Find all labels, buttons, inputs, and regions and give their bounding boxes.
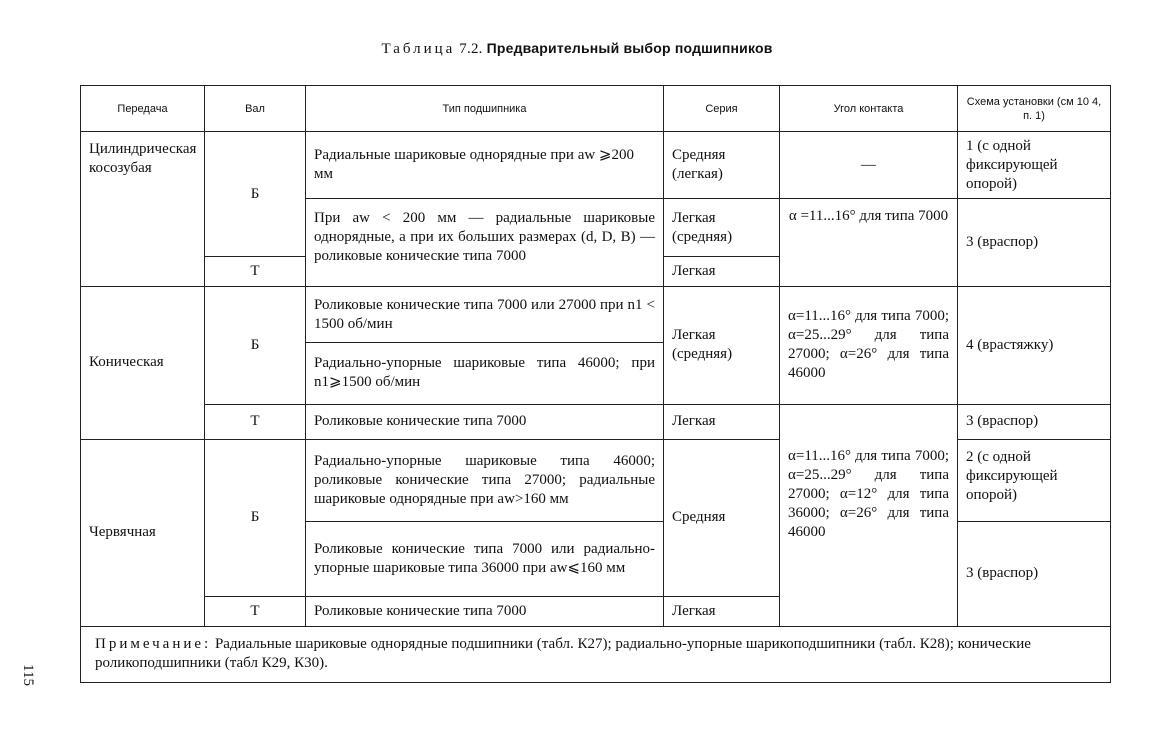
transmission-conical: Коническая [81, 287, 205, 439]
table-note [81, 626, 1111, 682]
bearing-selection-table [80, 85, 1111, 683]
series-cell: Легкая [664, 596, 780, 626]
header-installation-scheme: Схема установки (см 10 4, п. 1) [958, 86, 1111, 132]
series-cell: Легкая (средняя) [664, 199, 780, 257]
note-label: Примечание: [95, 636, 212, 653]
transmission-cylindrical: Цилиндрическая косозубая [81, 132, 205, 287]
series-cell: Средняя [664, 439, 780, 596]
caption-title: Предварительный выбор подшипников [486, 40, 773, 56]
scheme-cell: 3 (враспор) [958, 521, 1111, 626]
contact-angle-cell: α=11...16° для типа 7000; α=25...29° для типа 27000; α=26° для типа 46000 [780, 287, 958, 404]
note-text: Радиальные шариковые однорядные подшипники (табл. К27); радиально-упорные шарикоподшипники (табл. К28); конические роликоподшипники (табл К29, К30). [95, 636, 1031, 672]
note-row [81, 626, 1111, 682]
header-bearing-type: Тип подшипника [306, 86, 664, 132]
series-cell: Легкая [664, 404, 780, 439]
shaft-cell: Б [205, 132, 306, 257]
contact-angle-cell: α=11...16° для типа 7000; α=25...29° для типа 27000; α=12° для типа 36000; α=26° для типа 46000 [780, 439, 958, 626]
bearing-type-cell: Роликовые конические типа 7000 или 27000 при n1 < 1500 об/мин [306, 287, 664, 343]
scheme-cell: 2 (с одной фиксирующей опорой) [958, 439, 1111, 521]
shaft-cell: Т [205, 596, 306, 626]
header-series: Серия [664, 86, 780, 132]
bearing-type-cell: Радиально-упорные шариковые типа 46000; при n1⩾1500 об/мин [306, 343, 664, 404]
table-row [81, 287, 1111, 343]
page-number: 115 [20, 664, 36, 686]
bearing-type-cell: Радиально-упорные шариковые типа 46000; роликовые конические типа 27000; радиальные шариковые однорядные при aw>160 мм [306, 439, 664, 521]
header-row [81, 86, 1111, 132]
shaft-cell: Т [205, 257, 306, 287]
caption-label: Таблица [381, 41, 456, 57]
table-row [81, 404, 1111, 439]
scheme-cell: 4 (врастяжку) [958, 287, 1111, 404]
contact-angle-cell: α =11...16° для типа 7000 [780, 199, 958, 287]
transmission-worm: Червячная [81, 439, 205, 626]
bearing-type-cell: Радиальные шариковые однорядные при aw ⩾200 мм [306, 132, 664, 199]
header-shaft: Вал [205, 86, 306, 132]
table-row [81, 439, 1111, 521]
bearing-type-cell: Роликовые конические типа 7000 или радиально-упорные шариковые типа 36000 при aw⩽160 мм [306, 521, 664, 596]
header-transmission: Передача [81, 86, 205, 132]
caption-number: 7.2. [459, 41, 483, 57]
series-cell: Средняя (легкая) [664, 132, 780, 199]
bearing-type-cell: Роликовые конические типа 7000 [306, 596, 664, 626]
contact-angle-cell-empty [780, 404, 958, 439]
scheme-cell: 3 (враспор) [958, 199, 1111, 287]
table-caption [0, 40, 1154, 58]
header-contact-angle: Угол контакта [780, 86, 958, 132]
scheme-cell: 1 (с одной фиксирующей опорой) [958, 132, 1111, 199]
shaft-cell: Б [205, 439, 306, 596]
series-cell: Легкая [664, 257, 780, 287]
bearing-type-cell: Роликовые конические типа 7000 [306, 404, 664, 439]
contact-angle-cell: — [780, 132, 958, 199]
shaft-cell: Т [205, 404, 306, 439]
scheme-cell: 3 (враспор) [958, 404, 1111, 439]
shaft-cell: Б [205, 287, 306, 404]
table-row [81, 132, 1111, 199]
bearing-type-cell: При aw < 200 мм — радиальные шариковые однорядные, а при их больших размерах (d, D, B) — роликовые конические типа 7000 [306, 199, 664, 287]
series-cell: Легкая (средняя) [664, 287, 780, 404]
